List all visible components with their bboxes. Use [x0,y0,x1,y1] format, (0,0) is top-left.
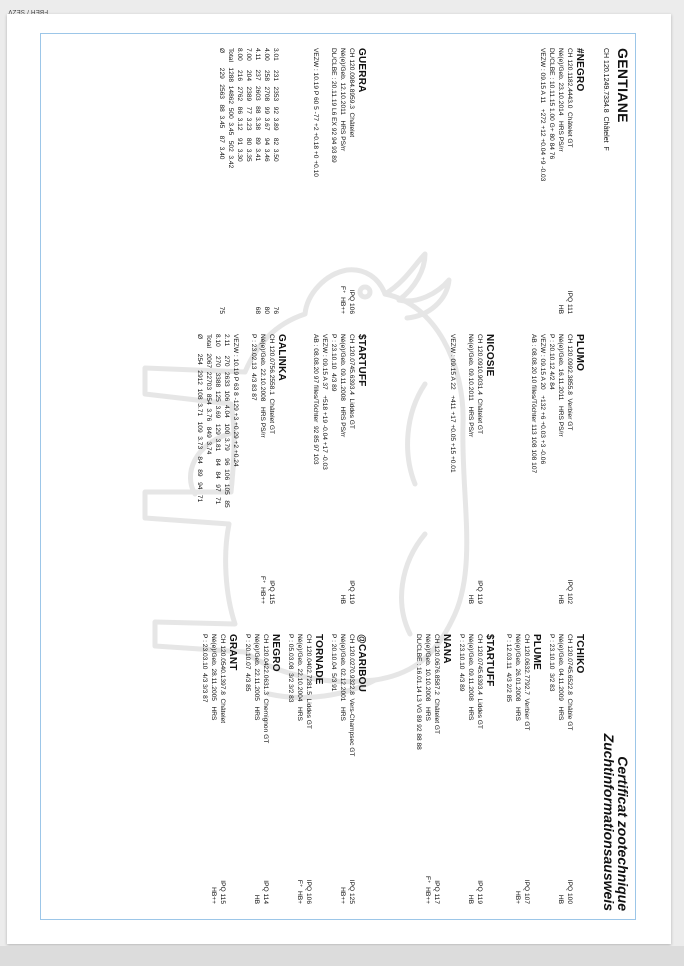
dam-grade: F⁺ HB++ [339,285,346,314]
startuff2-line: P : 23.10.10 4/3 89 [458,634,465,692]
plumo-line: AB : 08.08.20 10 filles/Töchter 113 108 108 107 [530,334,537,474]
nicosie-ipq: IPQ 119 [476,580,483,604]
dam-line-5: VEZW : 10.19 P 60 5 -77 +2 +0.18 +0 +0.10 [312,48,319,177]
tchiko-line: Né(e)/Geb. 04.11.2009 HRS [557,634,564,721]
sire-line-4: VEZW : 09.15 A 11 +272 +12 +0.04 +9 -0.03 [539,48,546,182]
startuff-grade: HB [339,594,346,604]
tornade-ipq: IPQ 106 [305,879,312,904]
caribou-line: Né(e)/Geb. 02.12.2001 HRS [339,634,346,721]
certificate-frame [40,33,636,920]
caribou-name: @CARIBOU [356,634,367,693]
grant-line: P : 23.03.10 4/3 3/3 87 [201,634,208,703]
nana-name: NANA [441,634,452,664]
galinka-perf-row: Ø 254 2912 108 3.71 109 3.73 84 89 94 71 [196,334,203,503]
plume-ipq: IPQ 107 [523,879,530,904]
plume-grade: HB+ [514,890,521,904]
galinka-line: Né(e)/Geb. 22.10.2008 HRS PS/rr [259,334,266,438]
dam-perf-badge: 75 [218,306,225,314]
dam-perf-badge: 68 [254,306,261,314]
plumo-name: PLUMO [574,334,585,372]
startuff-name: $TARTUFF [356,334,367,387]
startuff2-name: $TARTUFF [484,634,495,687]
galinka-line: P : 23.02.13 4/3 83 87 [250,334,257,401]
nicosie-line: VEZW : 09.15 A 22 +411 +17 +0.05 +15 +0.01 [449,334,456,473]
startuff2-grade: HB [467,894,474,904]
tornade-name: TORNADE [313,634,324,685]
dam-line-1: CH 120.0984.8959.3 Châtelet [348,48,355,138]
negro2-line: P : 20.10.07 4/3 85 [244,634,251,692]
dam-perf-row: 4.00 258 2708 99 3.67 94 3.46 [263,48,270,162]
galinka-ipq: IPQ 115 [268,580,275,604]
startuff2-ipq: IPQ 119 [476,880,483,904]
nicosie-line: CH 120.0910.9031.4 Châtelet GT [476,334,483,435]
galinka-perf-row: 2.11 270 2633 106 4.04 100 3.79 96 106 105 85 [223,334,230,508]
rotated-content [41,34,635,919]
dam-perf-row: Total 1288 14862 500 3.45 502 3.42 [227,48,234,169]
animal-name: GENTIANE [615,48,631,123]
nana-line: Né(e)/Geb. 10.10.2008 HRS [424,634,431,721]
startuff-line: CH 120.0745.6393.4 Liddes GT [348,334,355,429]
plumo-line: VEZW : 09.15 A 20 +132 +6 +0.03 +3 -0.06 [539,334,546,465]
plumo-grade: HB [557,594,564,604]
dam-perf-row: Ø 229 2563 88 3.45 87 3.40 [218,48,225,160]
galinka-perf-row: 8.10 270 3388 125 3.69 129 3.81 84 84 97 71 [214,334,221,505]
caribou-ipq: IPQ 125 [348,879,355,904]
dam-line-3: DL/CLBE : 20.11.19 L6 EX 92 94 93 89 [330,48,337,163]
title-fr: Certificat zootechnique [615,756,631,911]
plumo-line: P : 20.10.12 4/2 84 [548,334,555,390]
caribou-line: CH 120.0270.9322.8 Vers-Champsec GT [348,634,355,757]
tornade-line: Né(e)/Geb. 22.10.2004 HRS [296,634,303,721]
corner-code: FBEH / SEZV [8,8,48,14]
dam-perf-badge: 80 [263,306,270,314]
nana-ipq: IPQ 117 [433,880,440,904]
sire-line-3: DL/CLBE : 10.11.15 1.00 G+ 80 84 76 [548,48,555,160]
sire-line-2: Né(e)/Geb. 23.10.2014 HRS PS/rr [557,48,564,152]
nicosie-line: Né(e)/Geb. 09.10.2011 HRS PS/rr [467,334,474,438]
grant-line: CH 120.0540.1397.8 Châtelet [219,634,226,724]
grant-line: Né(e)/Geb. 28.11.2005 HRS [210,634,217,721]
caribou-line: P : 20.10.04 5/3 91 [330,634,337,692]
galinka-grade: F⁺ HB++ [259,575,266,604]
sire-line-1: CH 120.1182.4443.0 Châtelet GT [566,48,573,148]
plumo-line: Né(e)/Geb. 16.11.2011 HRS PS/rr [557,334,564,437]
nicosie-grade: HB [467,594,474,604]
plume-line: P : 12.03.11 4/3 2/2 85 [505,634,512,702]
plumo-ipq: IPQ 102 [566,579,573,604]
sire-ipq: IPQ 111 [566,290,573,314]
startuff2-line: Né(e)/Geb. 09.11.2008 HRS [467,634,474,721]
tornade-line: P : 05.03.08 3/2 3/2 83 [287,634,294,703]
negro2-ipq: IPQ 114 [262,880,269,904]
dam-perf-row: 3.01 231 2353 92 3.89 82 3.50 [272,48,279,162]
galinka-line: VEZW : 10.19 P 63 8 -129 +3 +0.29 +2 +0.24 [232,334,239,467]
sire-grade: HB [557,304,564,314]
startuff-line: P : 23.10.10 4/3 89 [330,334,337,392]
plume-line: Né(e)/Geb. 26.01.2008 HRS [514,634,521,721]
dam-perf-row: 4.11 237 2603 88 3.38 89 3.41 [254,48,261,162]
grant-ipq: IPQ 115 [219,880,226,904]
startuff2-line: CH 120.0745.6393.4 Liddes GT [476,634,483,729]
plumo-line: CH 120.0992.3855.8 Verbier GT [566,334,573,431]
startuff-line: Né(e)/Geb. 09.11.2008 HRS PS/rr [339,334,346,438]
dam-perf-row: 7.00 204 2389 77 3.23 80 3.35 [245,48,252,162]
nana-grade: F⁺ HB++ [424,875,431,904]
dam-perf-row: 8.00 216 2762 86 3.12 91 3.30 [236,48,243,162]
tornade-line: CH 120.0402.7281.5 Liddes GT [305,634,312,729]
negro2-line: Né(e)/Geb. 22.11.2005 HRS [253,634,260,721]
sire-name: #NEGRO [574,48,585,92]
nicosie-name: NICOSIE [484,334,495,377]
grant-grade: HB++ [210,887,217,904]
caribou-grade: HB++ [339,887,346,904]
tchiko-ipq: IPQ 100 [566,879,573,904]
negro2-grade: HB [253,894,260,904]
title-de: Zuchtinformationsausweis [601,733,617,911]
galinka-line: CH 120.0756.2558.1 Châtelet GT [268,334,275,435]
grant-name: GRANT [227,634,238,671]
galinka-name: GALINKA [276,334,287,381]
animal-id: CH 120.1249.7334.8 Châtelet F [602,48,609,151]
startuff-line: AB : 08.08.20 97 filles/Töchter 92 85 97 103 [312,334,319,465]
nana-line: DL/CLBE : 16.01.14 L3 VG 89 92 88 88 [415,634,422,750]
dam-perf-badge: 76 [272,306,279,314]
dam-ipq: IPQ 106 [348,289,355,314]
tornade-grade: F⁺ HB+ [296,879,303,904]
startuff-line: VEZW : 09.15 A 37 +518 +19 -0.04 +17 -0.03 [321,334,328,470]
page-gap [0,946,684,966]
plume-name: PLUME [531,634,542,670]
tchiko-grade: HB [557,894,564,904]
dam-name: GUERRA [356,48,367,93]
tchiko-name: TCHIKO [574,634,585,674]
plume-line: CH 120.0632.7792.7 Verbier GT [523,634,530,731]
tchiko-line: P : 23.10.10 3/2 83 [548,634,555,692]
negro2-line: CH 120.0422.0631.3 Chemignon GT [262,634,269,744]
galinka-perf-row: Total 2067 22703 854 3.76 849 3.74 [205,334,212,455]
startuff-ipq: IPQ 119 [348,580,355,604]
dam-line-2: Né(e)/Geb. 12.10.2011 HRS PS/rr [339,48,346,152]
negro2-name: NEGRO [270,634,281,672]
nana-line: CH 120.0676.8587.2 Châtelet GT [433,634,440,735]
tchiko-line: CH 120.0745.6522.8 Châble GT [566,634,573,731]
